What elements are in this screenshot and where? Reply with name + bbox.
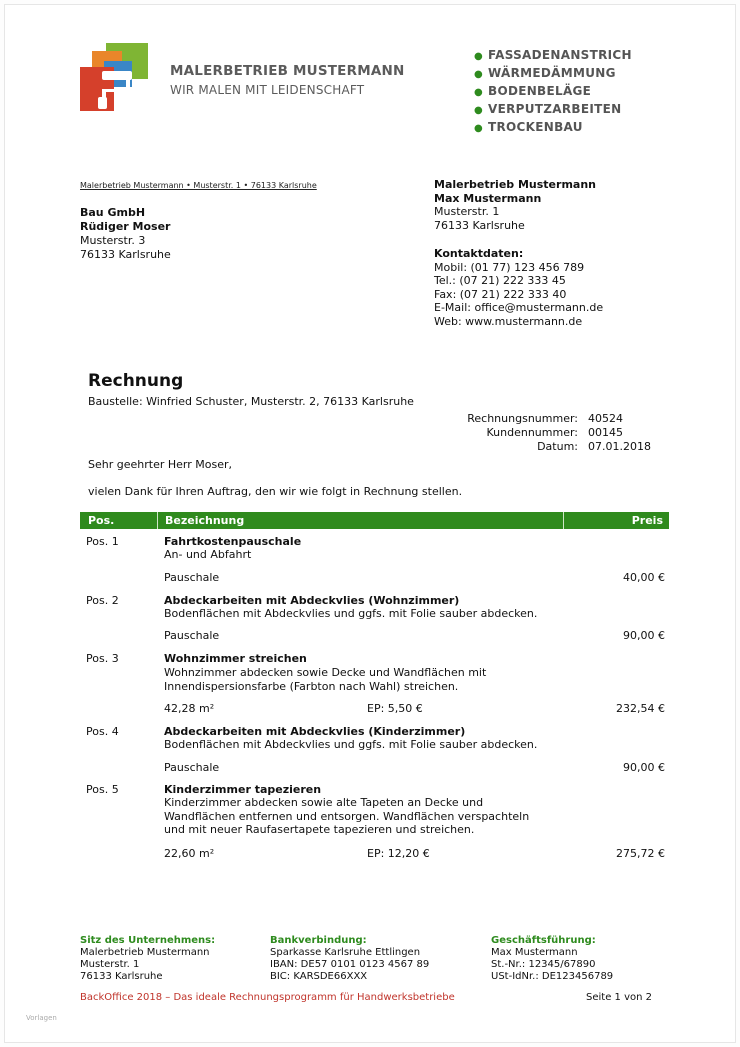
- row-unit-price: EP: 5,50 €: [367, 702, 423, 715]
- row-title: Kinderzimmer tapezieren: [164, 783, 322, 796]
- company-logo: [80, 43, 154, 111]
- meta-label: Datum:: [537, 440, 578, 453]
- service-item: ● VERPUTZARBEITEN: [474, 100, 632, 118]
- construction-site: Baustelle: Winfried Schuster, Musterstr. 2, 76133 Karlsruhe: [88, 395, 414, 408]
- row-desc: Bodenflächen mit Abdeckvlies und ggfs. mit Folie sauber abdecken.: [164, 738, 538, 751]
- row-price: 275,72 €: [616, 847, 665, 860]
- col-price-header: Preis: [631, 514, 663, 527]
- row-qty: Pauschale: [164, 629, 220, 642]
- service-item: ● FASSADENANSTRICH: [474, 46, 632, 64]
- service-item: ● BODENBELÄGE: [474, 82, 632, 100]
- contact-fax: Fax: (07 21) 222 333 40: [434, 287, 567, 301]
- brand-name: MALERBETRIEB MUSTERMANN: [170, 63, 405, 79]
- row-qty: Pauschale: [164, 571, 220, 584]
- bullet-icon: ●: [474, 69, 484, 80]
- meta-value: 40524: [588, 412, 623, 425]
- col-pos-header: Pos.: [88, 514, 115, 527]
- row-pos: Pos. 5: [86, 783, 119, 796]
- services-list: [474, 46, 632, 136]
- footer-note: BackOffice 2018 – Das ideale Rechnungsprogramm für Handwerksbetriebe: [80, 992, 455, 1003]
- table-header: [80, 512, 669, 529]
- row-desc: Bodenflächen mit Abdeckvlies und ggfs. mit Folie sauber abdecken.: [164, 607, 538, 620]
- row-qty: 22,60 m²: [164, 847, 215, 860]
- footer-seat: Sitz des Unternehmens: Malerbetrieb Mustermann Musterstr. 1 76133 Karlsruhe: [80, 935, 216, 982]
- recipient-city: 76133 Karlsruhe: [80, 248, 171, 261]
- recipient-company: Bau GmbH: [80, 206, 146, 219]
- footer-management: Geschäftsführung: Max Mustermann St.-Nr.: 12345/67890 USt-IdNr.: DE123456789: [491, 935, 614, 982]
- brand-slogan: WIR MALEN MIT LEIDENSCHAFT: [170, 83, 365, 97]
- row-title: Wohnzimmer streichen: [164, 652, 307, 665]
- row-qty: Pauschale: [164, 761, 220, 774]
- row-price: 40,00 €: [623, 571, 665, 584]
- row-desc: Kinderzimmer abdecken sowie alte Tapeten an Decke und Wandflächen entfernen und entsorgen. Wandflächen verspachteln und mit neuer Raufasertapete tapezieren und streichen.: [164, 796, 530, 836]
- bullet-icon: ●: [474, 87, 484, 98]
- row-qty: 42,28 m²: [164, 702, 215, 715]
- meta-row: [467, 426, 654, 440]
- row-pos: Pos. 4: [86, 725, 119, 738]
- row-price: 90,00 €: [623, 761, 665, 774]
- meta-label: Kundennummer:: [486, 426, 578, 439]
- sender-line: Malerbetrieb Mustermann • Musterstr. 1 • 76133 Karlsruhe: [80, 181, 317, 190]
- row-price: 232,54 €: [616, 702, 665, 715]
- row-pos: Pos. 1: [86, 535, 119, 548]
- col-desc-header: Bezeichnung: [165, 514, 245, 527]
- contact-mobile: Mobil: (01 77) 123 456 789: [434, 260, 585, 274]
- footer-heading: Sitz des Unternehmens:: [80, 935, 216, 946]
- meta-value: 07.01.2018: [588, 440, 651, 453]
- row-title: Abdeckarbeiten mit Abdeckvlies (Wohnzimmer): [164, 594, 460, 607]
- service-item: ● TROCKENBAU: [474, 118, 632, 136]
- contact-web[interactable]: Web: www.mustermann.de: [434, 314, 583, 328]
- bullet-icon: ●: [474, 105, 484, 116]
- company-street: Musterstr. 1: [434, 205, 500, 218]
- invoice-title: Rechnung: [88, 371, 184, 391]
- meta-label: Rechnungsnummer:: [467, 412, 578, 425]
- recipient-name: Rüdiger Moser: [80, 220, 171, 233]
- contact-email[interactable]: E-Mail: office@mustermann.de: [434, 301, 604, 314]
- footer-heading: Geschäftsführung:: [491, 935, 596, 946]
- service-item: ● WÄRMEDÄMMUNG: [474, 64, 632, 82]
- watermark: Vorlagen: [26, 1014, 57, 1022]
- row-price: 90,00 €: [623, 629, 665, 642]
- footer-bank: Bankverbindung: Sparkasse Karlsruhe Ettlingen IBAN: DE57 0101 0123 4567 89 BIC: KARSDE66XXX: [270, 935, 430, 982]
- meta-value: 00145: [588, 426, 623, 439]
- invoice-meta: [467, 412, 654, 454]
- company-name: Malerbetrieb Mustermann: [434, 178, 596, 191]
- row-pos: Pos. 3: [86, 652, 119, 665]
- row-desc: An- und Abfahrt: [164, 548, 252, 561]
- meta-row: [467, 440, 654, 454]
- row-unit-price: EP: 12,20 €: [367, 847, 430, 860]
- recipient-address: [80, 206, 171, 262]
- row-pos: Pos. 2: [86, 594, 119, 607]
- contact-heading: Kontaktdaten:: [434, 247, 524, 260]
- page-number: Seite 1 von 2: [586, 992, 652, 1003]
- company-owner: Max Mustermann: [434, 191, 542, 205]
- contact-details: [434, 247, 603, 328]
- greeting: Sehr geehrter Herr Moser,: [88, 458, 232, 471]
- row-desc: Wohnzimmer abdecken sowie Decke und Wandflächen mit Innendispersionsfarbe (Farbton nach Wahl) streichen.: [164, 666, 487, 693]
- company-address: [434, 178, 596, 232]
- bullet-icon: ●: [474, 123, 484, 134]
- recipient-street: Musterstr. 3: [80, 234, 146, 247]
- row-title: Fahrtkostenpauschale: [164, 535, 302, 548]
- company-city: 76133 Karlsruhe: [434, 218, 525, 232]
- bullet-icon: ●: [474, 51, 484, 62]
- row-title: Abdeckarbeiten mit Abdeckvlies (Kinderzimmer): [164, 725, 466, 738]
- contact-phone: Tel.: (07 21) 222 333 45: [434, 274, 566, 287]
- intro-text: vielen Dank für Ihren Auftrag, den wir wie folgt in Rechnung stellen.: [88, 485, 463, 498]
- meta-row: [467, 412, 654, 426]
- footer-heading: Bankverbindung:: [270, 935, 367, 946]
